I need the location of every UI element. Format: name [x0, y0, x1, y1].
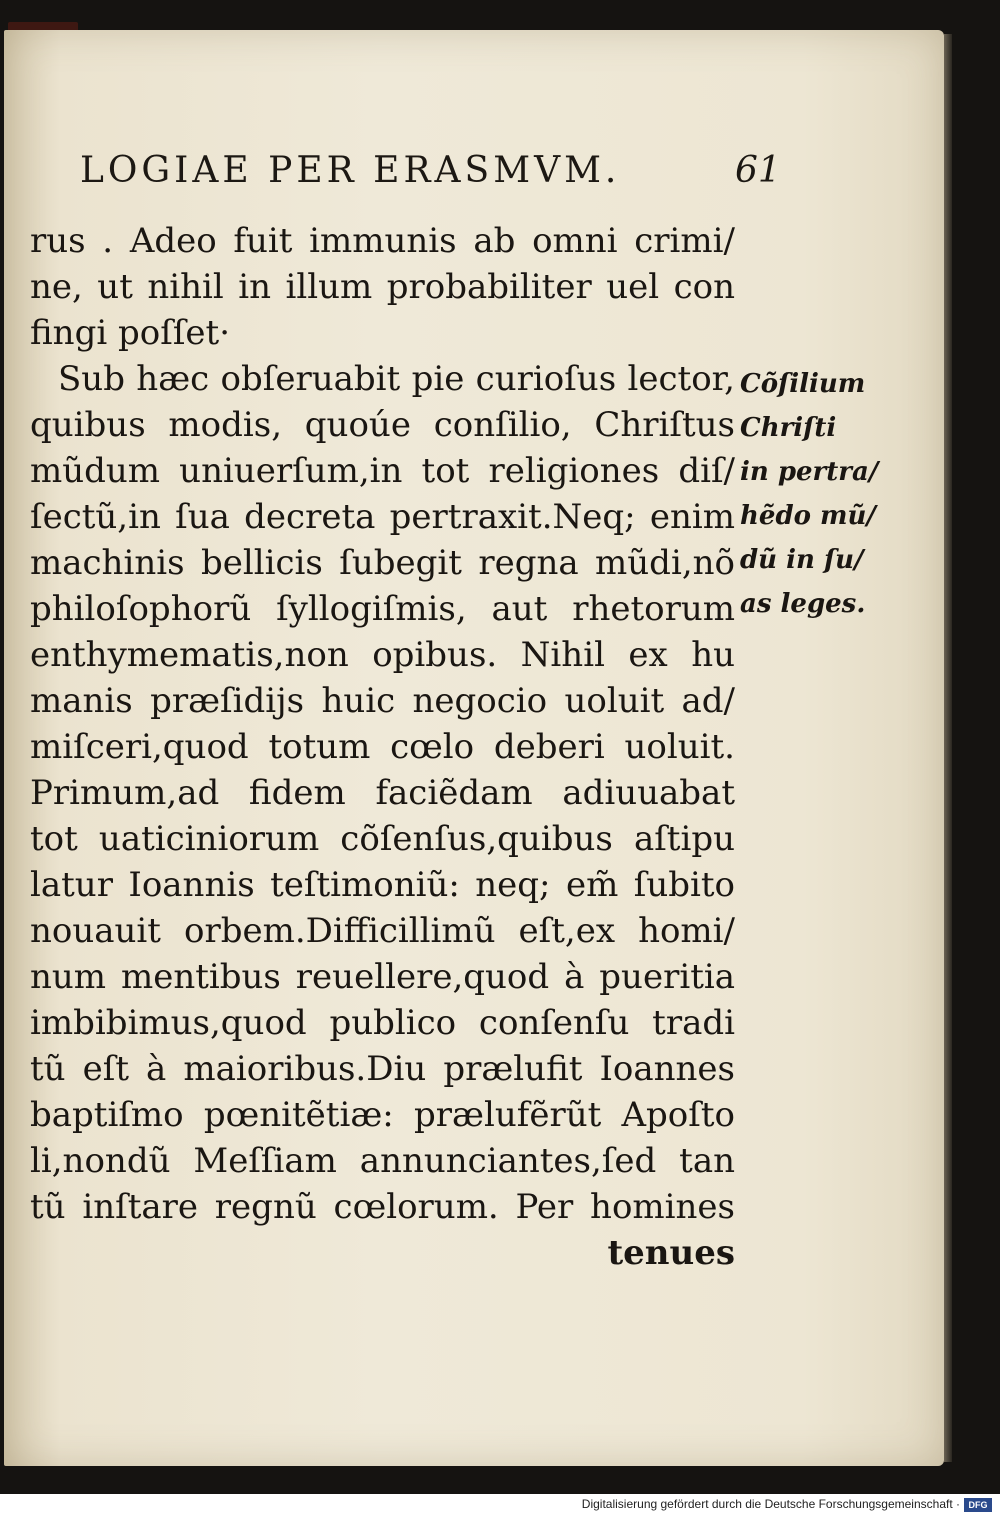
text-line: miſceri,quod totum cœlo deberi uoluit. — [30, 727, 735, 767]
text-line: philoſophorũ ſyllogiſmis, aut rhetorum — [30, 589, 735, 629]
catchword: tenues — [607, 1233, 735, 1273]
text-line: fingi poſſet· — [30, 313, 231, 353]
marginal-note-line: Chriſti — [740, 413, 837, 443]
text-line: enthymematis,non opibus. Nihil ex hu — [30, 635, 735, 675]
page-edge — [944, 34, 952, 1462]
footer-bar — [0, 1494, 1000, 1516]
marginal-note-line: Cõſilium — [740, 369, 866, 399]
text-line: baptiſmo pœnitẽtiæ: prælufẽrũt Apoſto — [30, 1095, 735, 1135]
text-line: latur Ioannis teſtimoniũ: neq; em̃ ſubito — [30, 865, 735, 905]
text-line: num mentibus reuellere,quod à pueritia — [30, 957, 735, 997]
text-line: tũ eſt à maioribus.Diu prælufit Ioannes — [30, 1049, 735, 1089]
text-line: li,nondũ Meſſiam annunciantes,ſed tan — [30, 1141, 735, 1181]
text-line: tũ inſtare regnũ cœlorum. Per homines — [30, 1187, 735, 1227]
text-line: Primum,ad fidem faciẽdam adiuuabat — [30, 773, 735, 813]
text-line: imbibimus,quod publico conſenſu tradi — [30, 1003, 735, 1043]
marginal-note — [740, 362, 890, 626]
body-text — [30, 218, 735, 1276]
page-number: 61 — [735, 150, 781, 191]
text-line: ſectũ,in ſua decreta pertraxit.Neq; enim — [30, 497, 735, 537]
text-line: Sub hæc obſeruabit pie curioſus lector, — [58, 359, 735, 399]
marginal-note-line: dũ in ſu/ — [740, 545, 864, 575]
running-head — [80, 150, 780, 200]
text-line: mũdum uniuerſum,in tot religiones diſ/ — [30, 451, 735, 491]
funding-credit: Digitalisierung gefördert durch die Deutsche Forschungsgemeinschaft · — [581, 1497, 960, 1511]
text-line: rus . Adeo fuit immunis ab omni crimi/ — [30, 221, 735, 261]
text-line: manis præſidijs huic negocio uoluit ad/ — [30, 681, 735, 721]
marginal-note-line: in pertra/ — [740, 457, 879, 487]
text-line: tot uaticiniorum cõſenſus,quibus aſtipu — [30, 819, 735, 859]
text-line: nouauit orbem.Difficillimũ eſt,ex homi/ — [30, 911, 735, 951]
text-line: ne, ut nihil in illum probabiliter uel con — [30, 267, 735, 307]
running-head-title: LOGIAE PER ERASMVM. — [80, 150, 621, 191]
text-line: machinis bellicis ſubegit regna mũdi,nõ — [30, 543, 735, 583]
dfg-logo: DFG — [964, 1498, 992, 1512]
marginal-note-line: hẽdo mũ/ — [740, 501, 876, 531]
text-line: quibus modis, quoúe conſilio, Chriſtus — [30, 405, 735, 445]
marginal-note-line: as leges. — [740, 589, 866, 619]
